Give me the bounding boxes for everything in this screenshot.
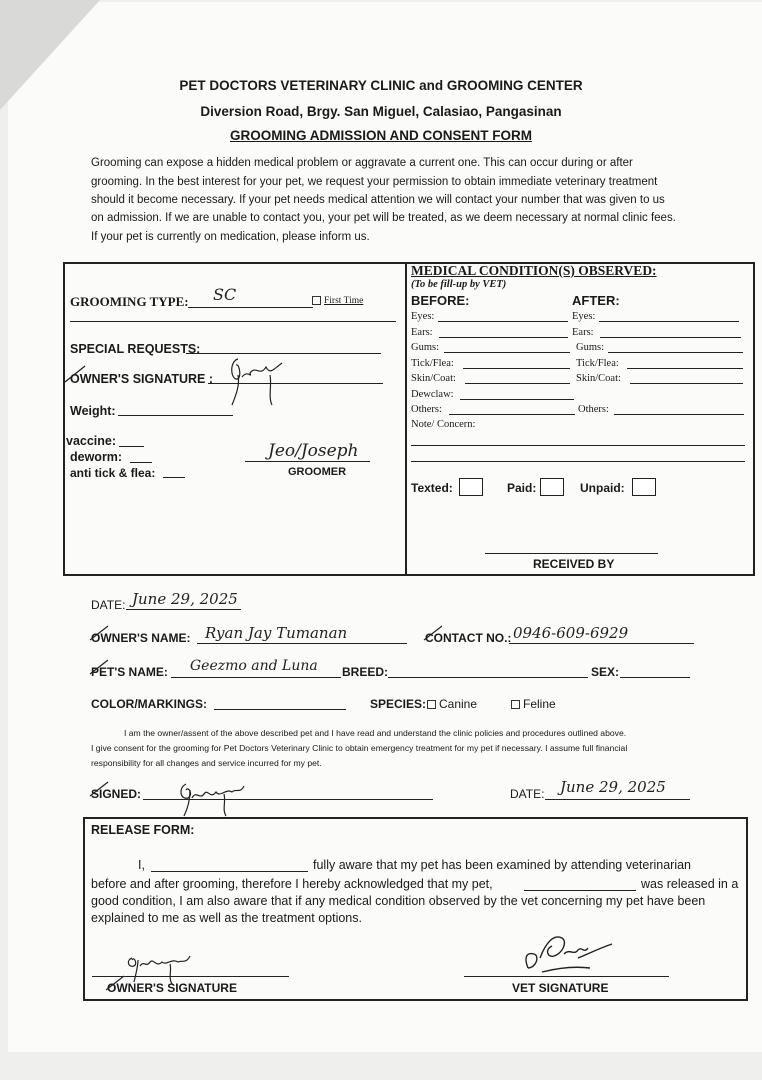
clinic-name: PET DOCTORS VETERINARY CLINIC and GROOMING CENTER (179, 78, 583, 93)
check-mark-icon (104, 974, 126, 992)
intro-line-5: If your pet is currently on medication, please inform us. (91, 231, 370, 243)
pet-name-label: PET'S NAME: (91, 665, 168, 679)
before-gums-line[interactable] (444, 352, 570, 353)
received-by-label: RECEIVED BY (533, 557, 615, 571)
intro-line-3: should it become necessary. If your pet needs medical attention we will contact your number that was given to us (91, 194, 665, 206)
consent-date-label: DATE: (510, 787, 545, 801)
before-gums-label: Gums: (411, 342, 440, 353)
canine-label: Canine (439, 697, 478, 711)
intro-line-1: Grooming can expose a hidden medical problem or aggravate a current one. This can occur during or after (91, 157, 633, 169)
after-ears-label: Ears: (572, 327, 594, 338)
after-label: AFTER: (572, 293, 620, 308)
after-eyes-label: Eyes: (572, 311, 596, 322)
release-text-2b: was released in a (641, 877, 739, 891)
before-eyes-line[interactable] (438, 321, 568, 322)
intro-line-4: on admission. If we are unable to contact you, your pet will be treated, as we deem necessary at normal clinic fees. (91, 212, 676, 224)
weight-label: Weight: (70, 404, 116, 418)
intro-line-2: grooming. In the best interest for your pet, we request your permission to obtain immediate veterinary treatment (91, 176, 658, 188)
check-mark-icon (63, 364, 87, 384)
form-title: GROOMING ADMISSION AND CONSENT FORM (230, 128, 532, 143)
date-label: DATE: (91, 598, 126, 612)
contact-label: CONTACT NO.: (425, 631, 512, 645)
canine-option[interactable] (427, 697, 477, 711)
clinic-address: Diversion Road, Brgy. San Miguel, Calasiao, Pangasinan (200, 104, 562, 119)
before-others-line[interactable] (449, 414, 575, 415)
before-tick-label: Tick/Flea: (411, 358, 454, 369)
feline-option[interactable] (511, 697, 556, 711)
grooming-extra-line (70, 321, 396, 322)
release-text-2a: before and after grooming, therefore I hereby acknowledged that my pet, (91, 877, 493, 891)
pet-name-line[interactable] (171, 677, 341, 678)
groomer-name: Jeo/Joseph (268, 441, 359, 461)
release-i-label: I, (138, 858, 145, 872)
feline-checkbox[interactable] (511, 700, 520, 709)
species-label: SPECIES: (370, 697, 427, 711)
after-others-label: Others: (578, 404, 609, 415)
texted-label: Texted: (411, 481, 453, 495)
after-others-line[interactable] (614, 414, 744, 415)
before-label: BEFORE: (411, 293, 470, 308)
vet-signature-line[interactable] (464, 976, 669, 977)
vaccine-label: vaccine: (66, 434, 117, 448)
special-requests-line[interactable] (186, 353, 381, 354)
anti-tick-label: anti tick & flea: (70, 466, 156, 480)
before-ears-line[interactable] (439, 337, 568, 338)
contact-line[interactable] (509, 643, 694, 644)
paid-checkbox[interactable] (540, 478, 564, 496)
contact-value: 0946-609-6929 (513, 624, 629, 642)
after-gums-line[interactable] (608, 352, 743, 353)
folded-corner (0, 0, 100, 110)
check-mark-icon (88, 624, 110, 642)
release-title: RELEASE FORM: (91, 823, 195, 837)
feline-label: Feline (523, 697, 556, 711)
consent-line-1: I am the owner/assent of the above described pet and I have read and understand the clinic policies and procedures outlined above. (124, 728, 627, 738)
check-mark-icon (422, 624, 444, 642)
date-line[interactable] (126, 609, 241, 610)
check-mark-icon (88, 780, 110, 798)
first-time-checkbox[interactable] (312, 296, 321, 305)
before-others-label: Others: (411, 404, 442, 415)
groomer-line (245, 461, 370, 462)
note-line-2[interactable] (411, 461, 745, 462)
pet-name-value: Geezmo and Luna (190, 658, 318, 674)
special-requests-label: SPECIAL REQUESTS: (70, 342, 201, 356)
grooming-type-line[interactable] (188, 307, 313, 308)
owner-name-line[interactable] (197, 643, 407, 644)
release-name-line[interactable] (151, 871, 308, 872)
vet-signature-label: VET SIGNATURE (512, 981, 609, 995)
date-value: June 29, 2025 (132, 590, 238, 608)
after-skin-label: Skin/Coat: (576, 373, 621, 384)
color-markings-line[interactable] (214, 709, 346, 710)
sex-line[interactable] (620, 677, 690, 678)
unpaid-checkbox[interactable] (632, 478, 656, 496)
after-skin-line[interactable] (630, 383, 743, 384)
breed-line[interactable] (388, 677, 588, 678)
owner-signature-label: OWNER'S SIGNATURE : (70, 372, 214, 386)
deworm-line[interactable] (130, 462, 152, 463)
anti-tick-line[interactable] (163, 477, 185, 478)
check-mark-icon (88, 658, 110, 676)
sex-label: SEX: (591, 665, 620, 679)
consent-line-2: I give consent for the grooming for Pet Doctors Veterinary Clinic to obtain emergency treatment for my pet if necessary. I assume full financial (91, 743, 628, 753)
owner-signature-scribble (226, 355, 286, 413)
release-owner-signature-label: OWNER'S SIGNATURE (107, 981, 237, 995)
vaccine-line[interactable] (119, 446, 144, 447)
consent-date-value: June 29, 2025 (560, 778, 666, 796)
release-text-3: good condition, I am also aware that if any medical condition observed by the vet concerning my pet have been (91, 894, 706, 908)
deworm-label: deworm: (70, 450, 123, 464)
consent-line-3: responsibility for all changes and service incurred for my pet. (91, 758, 322, 768)
grooming-type-label: GROOMING TYPE: (70, 294, 189, 309)
before-dewclaw-line[interactable] (460, 399, 574, 400)
paid-label: Paid: (507, 481, 537, 495)
before-ears-label: Ears: (411, 327, 433, 338)
note-line-1[interactable] (411, 445, 745, 446)
after-ears-line[interactable] (600, 337, 741, 338)
after-tick-label: Tick/Flea: (576, 358, 619, 369)
consent-signature-scribble (176, 780, 246, 820)
canine-checkbox[interactable] (427, 700, 436, 709)
weight-line[interactable] (118, 415, 233, 416)
box-divider (405, 262, 407, 574)
after-gums-label: Gums: (576, 342, 605, 353)
groomer-label: GROOMER (288, 466, 347, 478)
breed-label: BREED: (342, 665, 389, 679)
first-time-option[interactable] (312, 296, 363, 306)
color-markings-label: COLOR/MARKINGS: (91, 697, 207, 711)
after-eyes-line[interactable] (599, 321, 739, 322)
consent-date-line[interactable] (545, 799, 690, 800)
release-text-4: explained to me as well as the treatment options. (91, 911, 362, 925)
before-dewclaw-label: Dewclaw: (411, 389, 454, 400)
first-time-label: First Time (324, 296, 364, 306)
before-skin-label: Skin/Coat: (411, 373, 456, 384)
release-pet-line[interactable] (524, 890, 636, 891)
owner-name-label: OWNER'S NAME: (91, 631, 191, 645)
after-tick-line[interactable] (627, 368, 743, 369)
release-text-1: fully aware that my pet has been examined by attending veterinarian (313, 858, 692, 872)
unpaid-label: Unpaid: (580, 481, 625, 495)
grooming-type-value: SC (213, 285, 237, 304)
signed-label: SIGNED: (91, 787, 142, 801)
owner-name-value: Ryan Jay Tumanan (205, 624, 348, 642)
medical-subtitle: (To be fill-up by VET) (411, 279, 507, 290)
before-tick-line[interactable] (463, 368, 570, 369)
medical-title: MEDICAL CONDITION(S) OBSERVED: (411, 263, 657, 278)
before-eyes-label: Eyes: (411, 311, 435, 322)
received-by-line[interactable] (485, 553, 658, 554)
note-concern-label: Note/ Concern: (411, 419, 476, 430)
before-skin-line[interactable] (465, 383, 570, 384)
texted-checkbox[interactable] (459, 478, 483, 496)
vet-signature-scribble (518, 928, 618, 976)
